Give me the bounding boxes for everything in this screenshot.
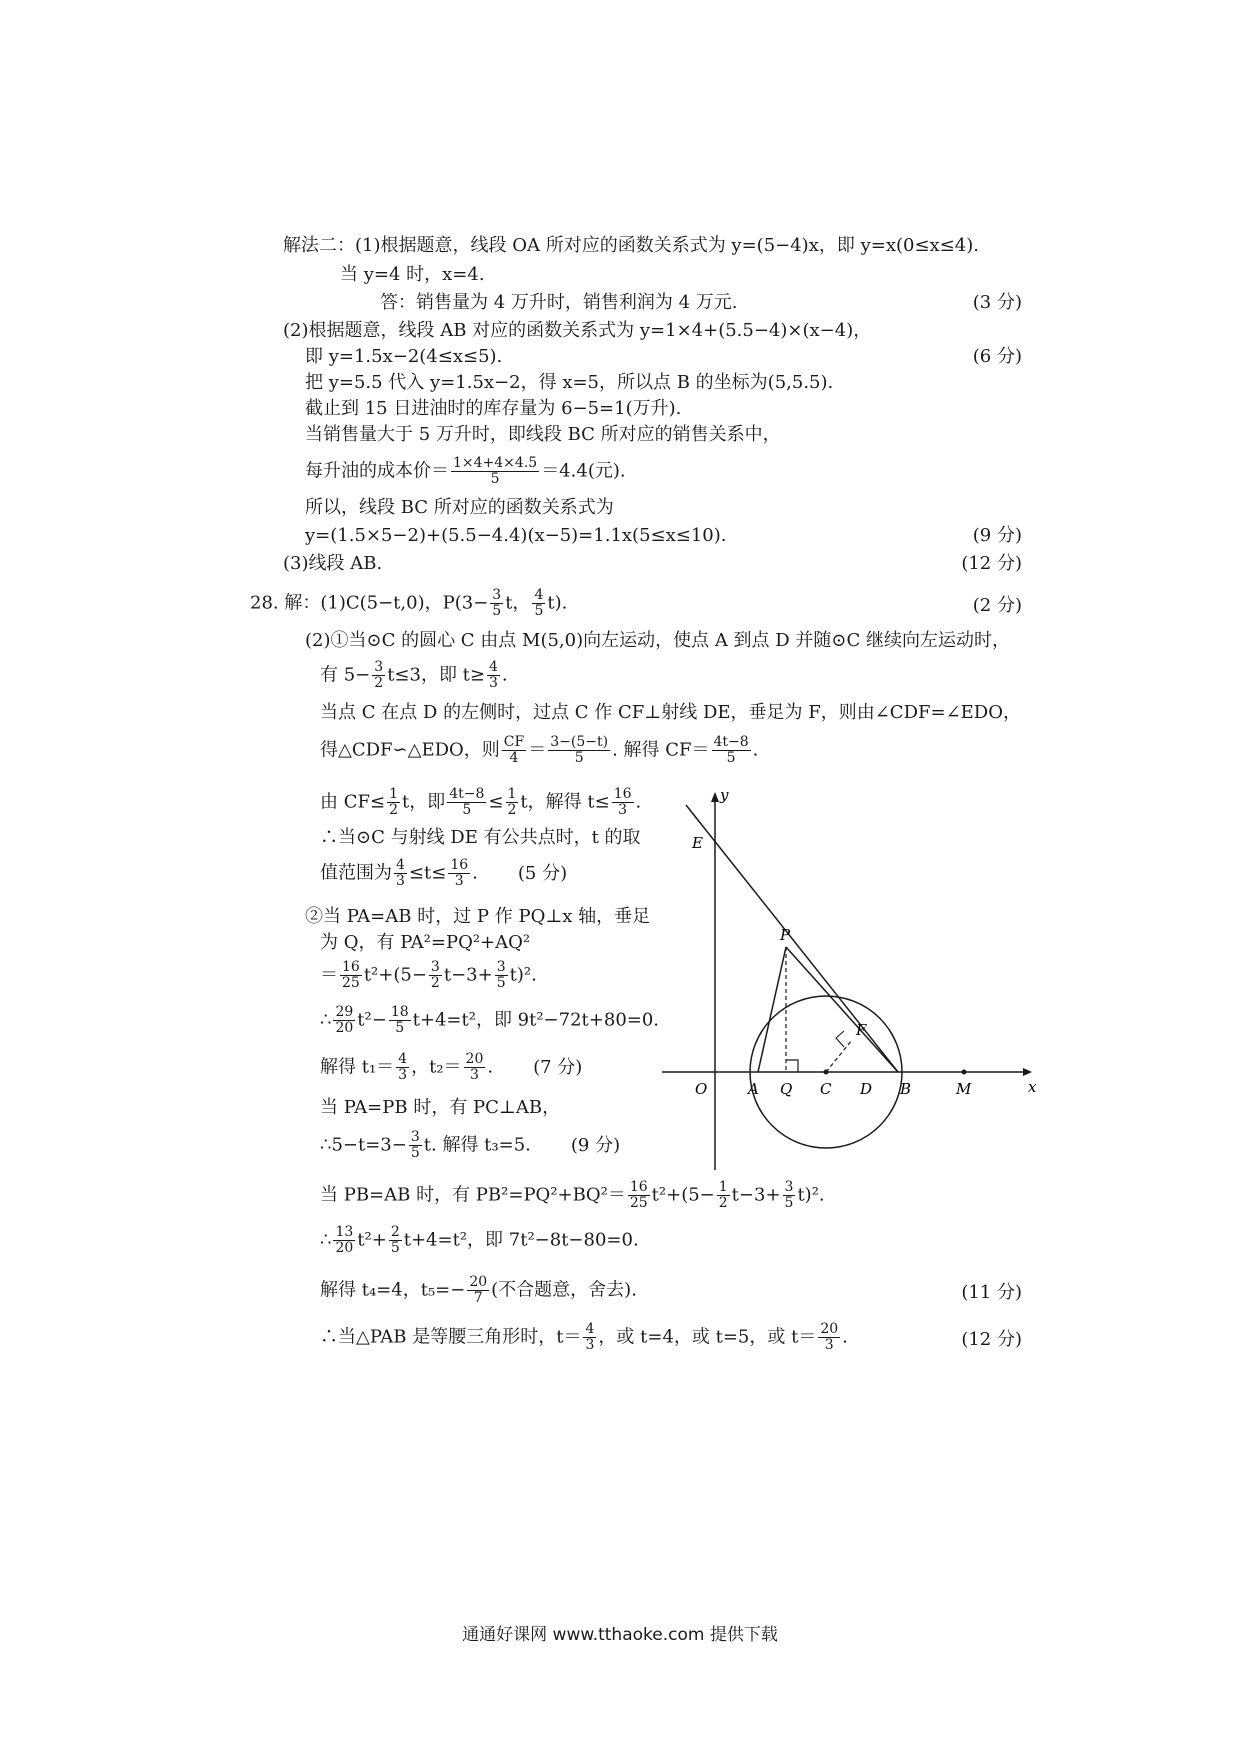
q28-part1: 28. 解：(1)C(5−t,0)，P(3− $\frac{3}{5}$ t， $\frac{4}{5}$ t). xyxy=(250,587,568,619)
fraction: $\frac{20}{3}$ xyxy=(820,1321,839,1353)
fraction: $\frac{4t-8}{5}$ xyxy=(713,734,749,766)
method2-line: 当 y=4 时，x=4. xyxy=(340,264,485,285)
score-label: (11 分) xyxy=(961,1282,1022,1303)
q28-line: ∴ $\frac{29}{20}$ t²− $\frac{18}{5}$ t+4=t²，即 9t²−72t+80=0. xyxy=(320,1004,660,1036)
y-axis-arrow xyxy=(711,792,719,802)
label-q: Q xyxy=(780,1080,793,1098)
right-angle-f xyxy=(836,1031,844,1047)
q28-line: 值范围为 $\frac{4}{3}$ ≤t≤ $\frac{16}{3}$ . (5 分) xyxy=(320,857,568,889)
point-m xyxy=(962,1070,967,1075)
q28-line: 解得 t₁＝ $\frac{4}{3}$ ，t₂＝ $\frac{20}{3}$ . (7 分) xyxy=(320,1051,583,1083)
fraction: $\frac{18}{5}$ xyxy=(390,1004,409,1036)
method2-line: (3)线段 AB. xyxy=(283,553,383,574)
method2-line: y=(1.5×5−2)+(5.5−4.4)(x−5)=1.1x(5≤x≤10). xyxy=(305,525,727,546)
method2-line: 把 y=5.5 代入 y=1.5x−2，得 x=5，所以点 B 的坐标为(5,5.5). xyxy=(305,372,834,393)
fraction: $\frac{3-(5-t)}{5}$ xyxy=(550,734,609,766)
footer-credit: 通通好课网 www.tthaoke.com 提供下载 xyxy=(462,1625,778,1645)
fraction: $\frac{3}{5}$ xyxy=(492,587,502,619)
q28-line: ∴5−t=3− $\frac{3}{5}$ t. 解得 t₃=5. (9 分) xyxy=(320,1129,621,1161)
fraction: $\frac{1}{2}$ xyxy=(389,786,398,818)
method2-cost-line: 每升油的成本价＝ $\frac{1\times 4+4\times 4.5}{5}$ ＝4.4(元). xyxy=(305,455,626,487)
fraction: $\frac{13}{20}$ xyxy=(335,1224,354,1256)
fraction: $\frac{16}{3}$ xyxy=(450,857,469,889)
q28-line: ②当 PA=AB 时，过 P 作 PQ⊥x 轴，垂足 xyxy=(305,906,651,927)
axis-x-label: x xyxy=(1028,1078,1037,1096)
label-d: D xyxy=(860,1080,873,1098)
segment-cf xyxy=(826,1040,852,1072)
score-label: (12 分) xyxy=(961,1329,1022,1350)
label-a: A xyxy=(748,1080,759,1098)
q28-line: 当 PB=AB 时，有 PB²=PQ²+BQ²＝ $\frac{16}{25}$ t²+(5− $\frac{1}{2}$ t−3+ $\frac{3}{5}$ t)². xyxy=(320,1179,825,1211)
fraction: $\frac{4}{3}$ xyxy=(585,1321,595,1353)
q28-line: 由 CF≤ $\frac{1}{2}$ t，即 $\frac{4t-8}{5}$ ≤ $\frac{1}{2}$ t，解得 t≤ $\frac{16}{3}$ . xyxy=(320,786,642,818)
q28-line: 当点 C 在点 D 的左侧时，过点 C 作 CF⊥射线 DE，垂足为 F，则由∠CDF=∠EDO， xyxy=(320,702,1021,723)
fraction: $\frac{20}{3}$ xyxy=(465,1051,484,1083)
fraction: $\frac{16}{25}$ xyxy=(342,959,360,991)
score-label: (7 分) xyxy=(533,1056,583,1078)
q28-line: 解得 t₄=4，t₅=− $\frac{20}{7}$ (不合题意，舍去). xyxy=(320,1274,637,1306)
fraction: $\frac{4}{3}$ xyxy=(396,857,405,889)
method2-line: 所以，线段 BC 所对应的函数关系式为 xyxy=(305,497,614,518)
fraction: $\frac{3}{5}$ xyxy=(784,1179,794,1211)
q28-line: 为 Q，有 PA²=PQ²+AQ² xyxy=(320,932,531,953)
label-b: B xyxy=(900,1080,912,1098)
method2-line: 即 y=1.5x−2(4≤x≤5). xyxy=(305,346,503,367)
label-e: E xyxy=(692,834,703,852)
score-label: (2 分) xyxy=(972,595,1022,616)
fraction: $\frac{CF}{4}$ xyxy=(503,734,525,766)
fraction: $\frac{3}{5}$ xyxy=(496,959,506,991)
method2-line: 截止到 15 日进油时的库存量为 6−5=1(万升). xyxy=(305,398,682,419)
coordinate-diagram xyxy=(660,780,1040,1180)
fraction: $\frac{29}{20}$ xyxy=(335,1004,354,1036)
q28-line: ＝ $\frac{16}{25}$ t²+(5− $\frac{3}{2}$ t−3+ $\frac{3}{5}$ t)². xyxy=(320,959,537,991)
fraction: $\frac{3}{2}$ xyxy=(430,959,440,991)
score-label: (3 分) xyxy=(972,292,1022,313)
q28-line: 当 PA=PB 时，有 PC⊥AB， xyxy=(320,1097,561,1118)
fraction: $\frac{16}{25}$ xyxy=(629,1179,648,1211)
x-axis-arrow xyxy=(1023,1068,1032,1076)
fraction: $\frac{4}{5}$ xyxy=(534,587,544,619)
right-angle-q xyxy=(786,1060,798,1072)
method2-intro: 解法二：(1)根据题意，线段 OA 所对应的函数关系式为 y=(5−4)x，即 y=x(0≤x≤4). xyxy=(283,235,979,256)
fraction: $\frac{2}{5}$ xyxy=(390,1224,400,1256)
fraction: $\frac{1}{2}$ xyxy=(718,1179,728,1211)
q28-conclusion: ∴当△PAB 是等腰三角形时，t＝ $\frac{4}{3}$ ，或 t=4，或 t=5，或 t＝ $\frac{20}{3}$ . xyxy=(320,1321,848,1353)
q28-line: (2)①当⊙C 的圆心 C 由点 M(5,0)向左运动，使点 A 到点 D 并随⊙C 继续向左运动时， xyxy=(305,630,1011,651)
method2-line: (2)根据题意，线段 AB 对应的函数关系式为 y=1×4+(5.5−4)×(x−4)， xyxy=(283,320,872,341)
fraction: $\frac{16}{3}$ xyxy=(613,786,632,818)
fraction: $\frac{1}{2}$ xyxy=(507,786,517,818)
axis-y-label: y xyxy=(720,786,729,804)
fraction: $\frac{4}{3}$ xyxy=(398,1051,408,1083)
fraction: $\frac{4t-8}{5}$ xyxy=(449,786,485,818)
score-label: (9 分) xyxy=(972,525,1022,546)
fraction: $\frac{1\times 4+4\times 4.5}{5}$ xyxy=(453,455,538,487)
q28-line: 有 5− $\frac{3}{2}$ t≤3，即 t≥ $\frac{4}{3}$ . xyxy=(320,659,508,691)
score-label: (6 分) xyxy=(972,346,1022,367)
fraction: $\frac{3}{5}$ xyxy=(410,1129,420,1161)
score-label: (9 分) xyxy=(570,1134,621,1156)
fraction: $\frac{3}{2}$ xyxy=(374,659,384,691)
label-p: P xyxy=(780,926,791,944)
method2-line: 当销售量大于 5 万升时，即线段 BC 所对应的销售关系中， xyxy=(305,424,781,445)
label-m: M xyxy=(956,1080,972,1098)
label-o: O xyxy=(695,1080,708,1098)
method2-answer: 答：销售量为 4 万升时，销售利润为 4 万元. xyxy=(380,292,738,313)
q28-line: ∴ $\frac{13}{20}$ t²+ $\frac{2}{5}$ t+4=t²，即 7t²−8t−80=0. xyxy=(320,1224,639,1256)
fraction: $\frac{20}{7}$ xyxy=(469,1274,488,1306)
q28-line: ∴当⊙C 与射线 DE 有公共点时，t 的取 xyxy=(320,827,641,848)
score-label: (5 分) xyxy=(517,862,568,884)
fraction: $\frac{4}{3}$ xyxy=(489,659,498,691)
score-label: (12 分) xyxy=(961,553,1022,574)
label-c: C xyxy=(820,1080,832,1098)
point-c xyxy=(824,1070,829,1075)
geometry-figure xyxy=(660,780,1040,1180)
label-f: F xyxy=(856,1021,867,1039)
q28-line: 得△CDF∽△EDO，则 $\frac{CF}{4}$ ＝ $\frac{3-(5-t)}{5}$ . 解得 CF＝ $\frac{4t-8}{5}$ . xyxy=(320,734,759,766)
